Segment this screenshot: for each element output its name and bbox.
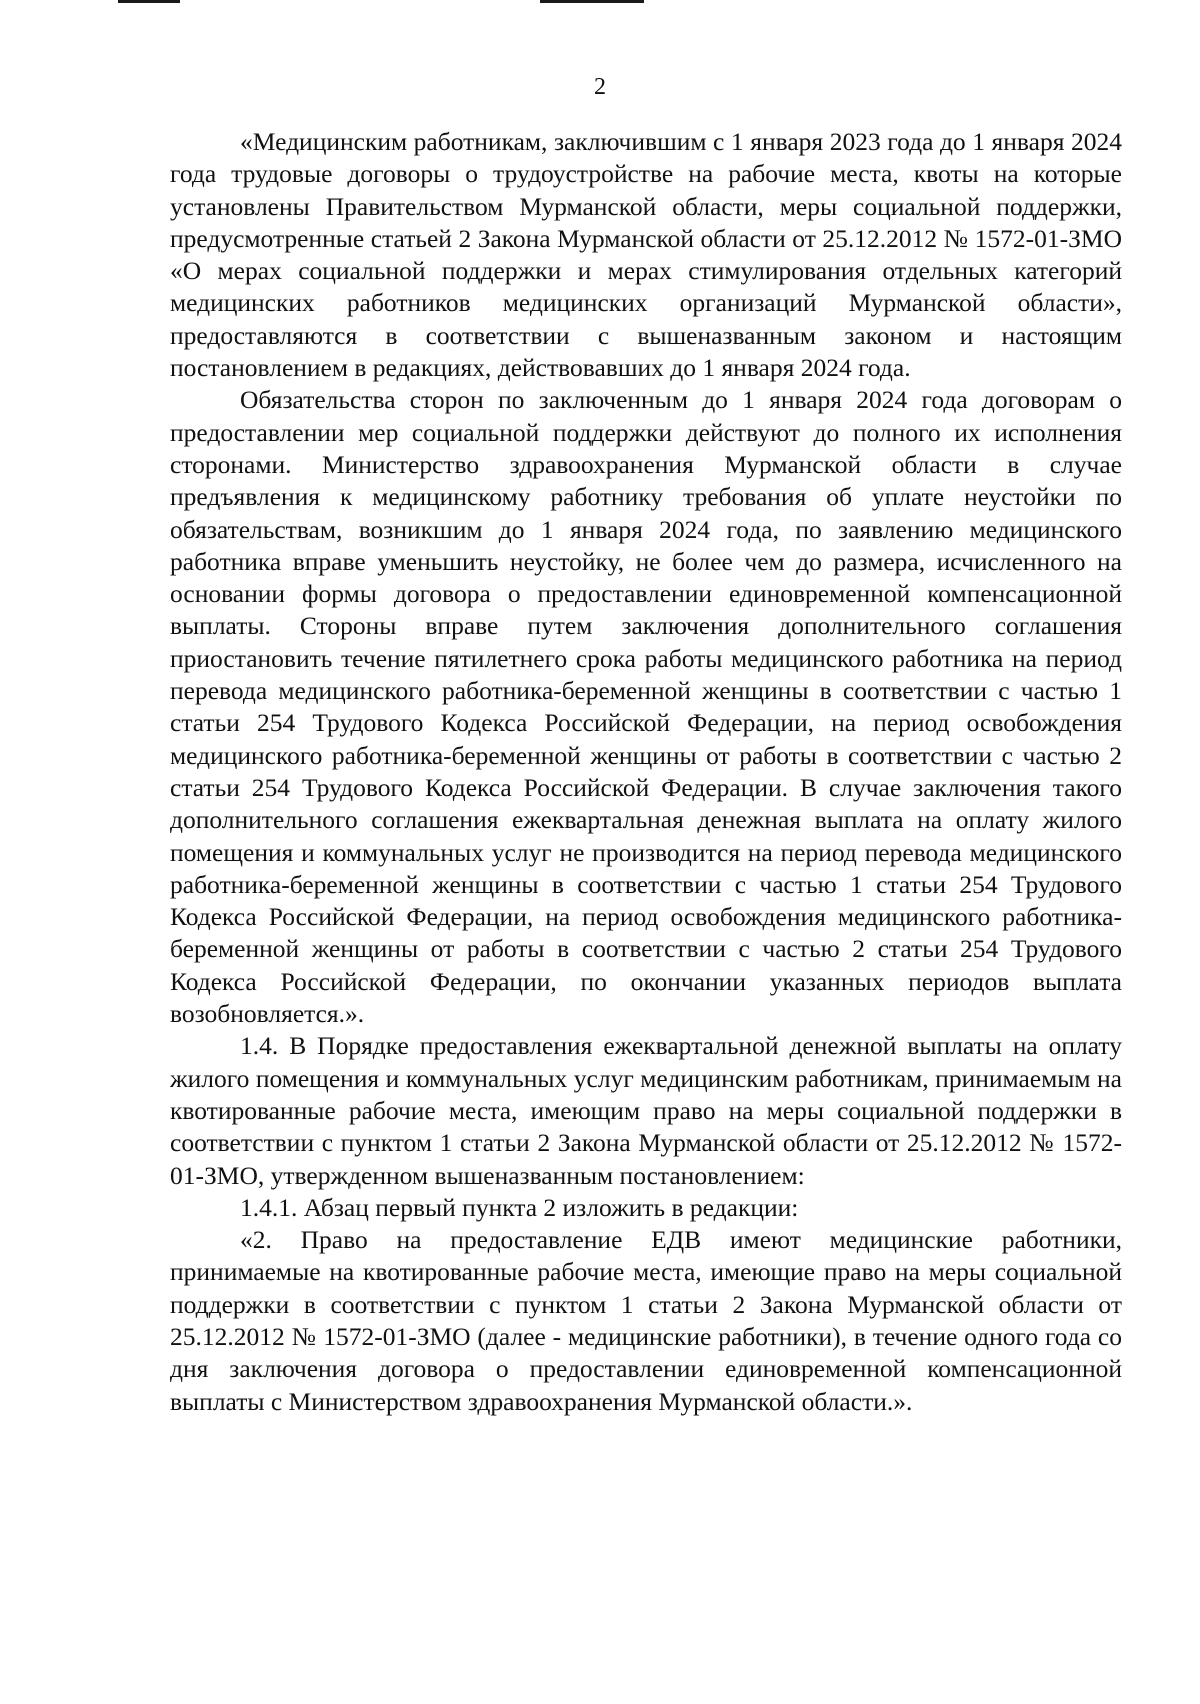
paragraph-1-4-1: 1.4.1. Абзац первый пункта 2 изложить в редакции: [240,1192,799,1222]
scan-edge-mark-right [540,0,644,3]
paragraph-edv-right: «2. Право на предоставление ЕДВ имеют медицинские работники, принимаемые на квотированные рабочие места, имеющие право на меры социальной поддержки в соответствии с пунктом 1 статьи 2 Закона Мурманской области от 25.12.2012 № 1572-01-ЗМО (далее - медицинские работники), в течение одного года со дня заключения договора о предоставлении единовременной компенсационной выплаты с Министерством здравоохранения Мурманской области.». [170,1225,1122,1416]
page-number: 2 [594,74,606,100]
scan-edge-mark-left [118,0,180,3]
paragraph-obligations: Обязательства сторон по заключенным до 1 января 2024 года договорам о предоставлении мер социальной поддержки действуют до полного их исполнения сторонами. Министерство здравоохранения Мурманской области в случае предъявления к медицинскому работнику требования об уплате неустойки по обязательствам, возникшим до 1 января 2024 года, по заявлению медицинского работника вправе уменьшить неустойку, не более чем до размера, исчисленного на основании формы договора о предоставлении единовременной компенсационной выплаты. Стороны вправе путем заключения дополнительного соглашения приостановить течение пятилетнего срока работы медицинского работника на период перевода медицинского работника-беременной женщины в соответствии с частью 1 статьи 254 Трудового Кодекса Российской Федерации, на период освобождения медицинского работника-беременной женщины от работы в соответствии с частью 2 статьи 254 Трудового Кодекса Российской Федерации. В случае заключения такого дополнительного соглашения ежеквартальная денежная выплата на оплату жилого помещения и коммунальных услуг не производится на период перевода медицинского работника-беременной женщины в соответствии с частью 1 статьи 254 Трудового Кодекса Российской Федерации, на период освобождения медицинского работника-беременной женщины от работы в соответствии с частью 2 статьи 254 Трудового Кодекса Российской Федерации, по окончании указанных периодов выплата возобновляется.». [170,385,1122,1029]
paragraph-1-4: 1.4. В Порядке предоставления ежеквартальной денежной выплаты на оплату жилого помещения и коммунальных услуг медицинским работникам, принимаемым на квотированные рабочие места, имеющим право на меры социальной поддержки в соответствии с пунктом 1 статьи 2 Закона Мурманской области от 25.12.2012 № 1572-01-ЗМО, утвержденном вышеназванным постановлением: [170,1031,1122,1190]
document-body [170,126,1122,1418]
paragraph-medical-workers-2023: «Медицинским работникам, заключившим с 1 января 2023 года до 1 января 2024 года трудовые договоры о трудоустройстве на рабочие места, квоты на которые установлены Правительством Мурманской области, меры социальной поддержки, предусмотренные статьей 2 Закона Мурманской области от 25.12.2012 № 1572-01-ЗМО «О мерах социальной поддержки и мерах стимулирования отдельных категорий медицинских работников медицинских организаций Мурманской области», предоставляются в соответствии с вышеназванным законом и настоящим постановлением в редакциях, действовавших до 1 января 2024 года. [170,127,1122,383]
